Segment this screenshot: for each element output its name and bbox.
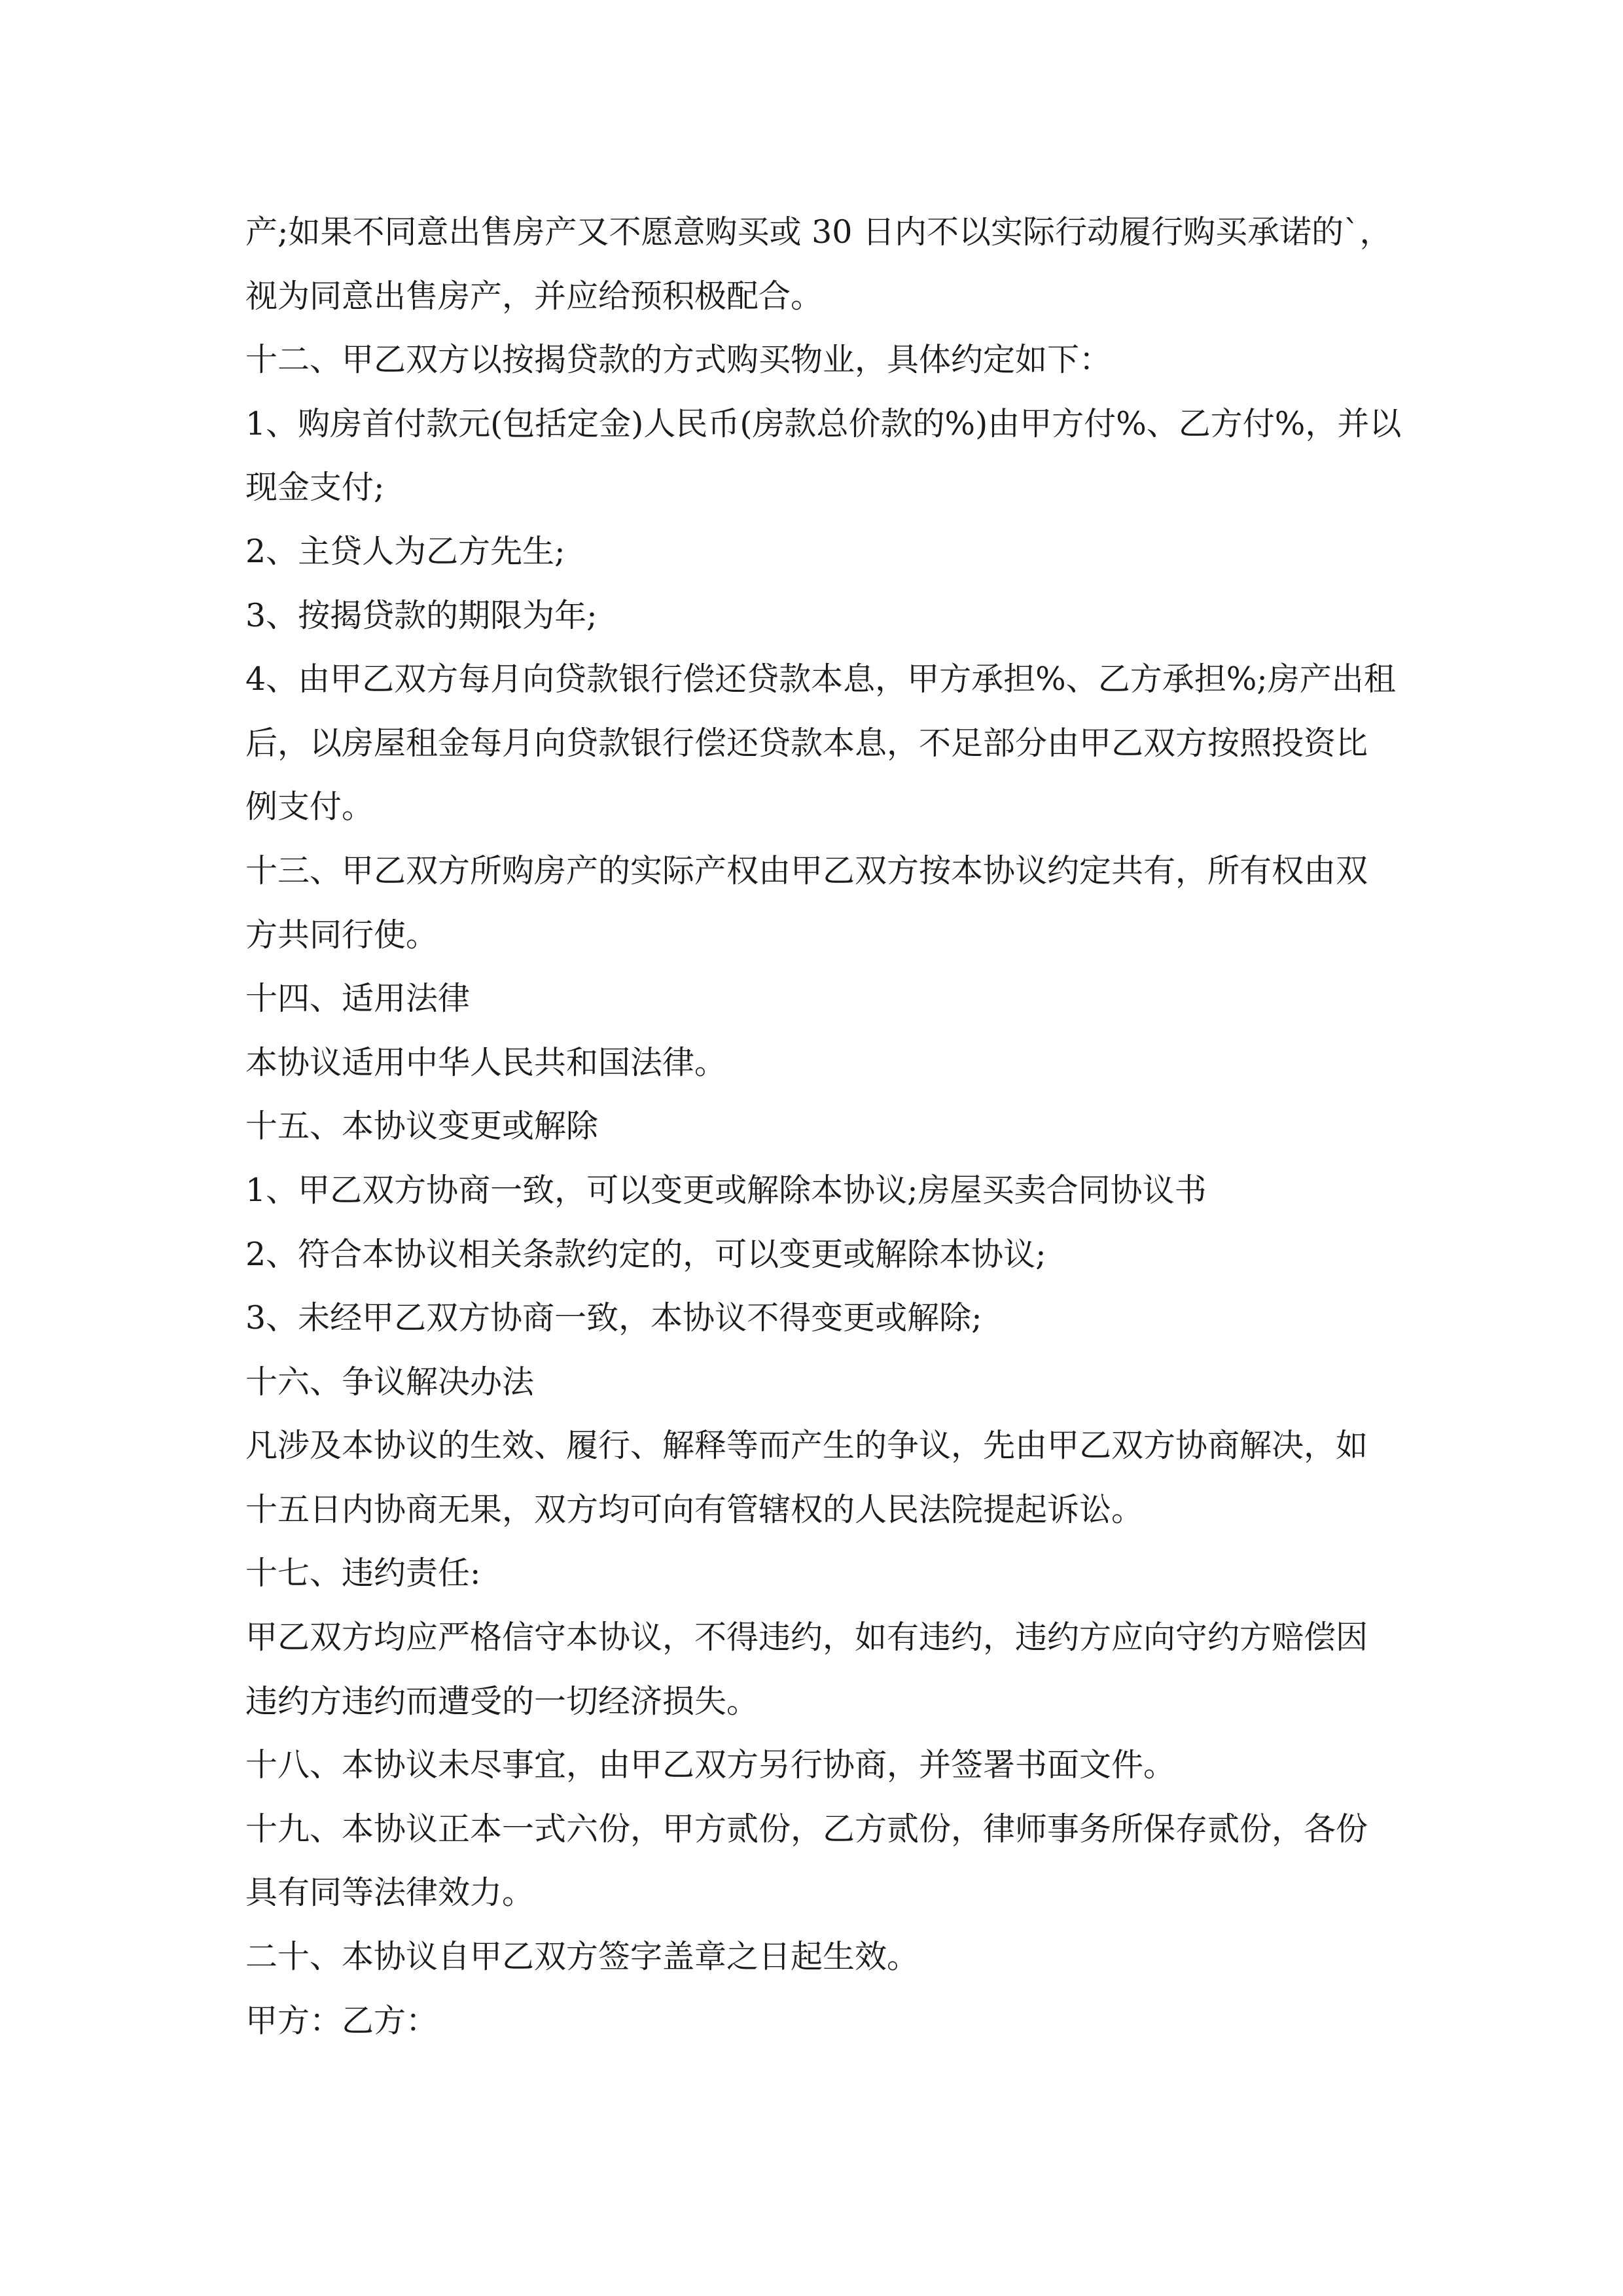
signature-line: 甲方：乙方： (245, 2001, 438, 2039)
text-line: 后，以房屋租金每月向贷款银行偿还贷款本息，不足部分由甲乙双方按照投资比 (245, 724, 1368, 762)
section-heading: 二十、本协议自甲乙双方签字盖章之日起生效。 (245, 1938, 919, 1976)
section-heading: 十四、适用法律 (245, 980, 471, 1018)
section-heading: 十八、本协议未尽事宜，由甲乙双方另行协商，并签署书面文件。 (245, 1746, 1176, 1784)
section-heading: 十五、本协议变更或解除 (245, 1107, 599, 1145)
text-line: 具有同等法律效力。 (245, 1874, 535, 1912)
text-line: 十五日内协商无果，双方均可向有管辖权的人民法院提起诉讼。 (245, 1490, 1144, 1528)
text-line: 3、按揭贷款的期限为年; (245, 596, 597, 634)
section-heading: 十三、甲乙双方所购房产的实际产权由甲乙双方按本协议约定共有，所有权由双 (245, 852, 1368, 889)
document-body (245, 200, 1402, 2053)
text-line: 1、购房首付款元(包括定金)人民币(房款总价款的%)由甲方付%、乙方付%，并以 (245, 404, 1402, 442)
section-heading: 十二、甲乙双方以按揭贷款的方式购买物业，具体约定如下： (245, 341, 1112, 379)
text-line: 产;如果不同意出售房产又不愿意购买或 30 日内不以实际行动履行购买承诺的`， (245, 213, 1392, 251)
text-line: 2、主贷人为乙方先生; (245, 532, 565, 570)
text-line: 例支付。 (245, 788, 374, 826)
text-line: 凡涉及本协议的生效、履行、解释等而产生的争议，先由甲乙双方协商解决，如 (245, 1427, 1368, 1465)
text-line: 3、未经甲乙双方协商一致，本协议不得变更或解除; (245, 1299, 982, 1337)
text-line: 方共同行使。 (245, 916, 438, 954)
section-heading: 十六、争议解决办法 (245, 1363, 535, 1401)
text-line: 4、由甲乙双方每月向贷款银行偿还贷款本息，甲方承担%、乙方承担%;房产出租 (245, 660, 1396, 698)
text-line: 现金支付; (245, 469, 385, 507)
text-line: 甲乙双方均应严格信守本协议，不得违约，如有违约，违约方应向守约方赔偿因 (245, 1619, 1368, 1657)
text-line: 2、符合本协议相关条款约定的，可以变更或解除本协议; (245, 1235, 1046, 1273)
text-line: 1、甲乙双方协商一致，可以变更或解除本协议;房屋买卖合同协议书 (245, 1171, 1207, 1209)
text-line: 本协议适用中华人民共和国法律。 (245, 1043, 727, 1081)
section-heading: 十九、本协议正本一式六份，甲方贰份，乙方贰份，律师事务所保存贰份，各份 (245, 1810, 1368, 1848)
text-line: 违约方违约而遭受的一切经济损失。 (245, 1682, 759, 1720)
text-line: 视为同意出售房产，并应给预积极配合。 (245, 277, 823, 315)
section-heading: 十七、违约责任: (245, 1554, 481, 1592)
